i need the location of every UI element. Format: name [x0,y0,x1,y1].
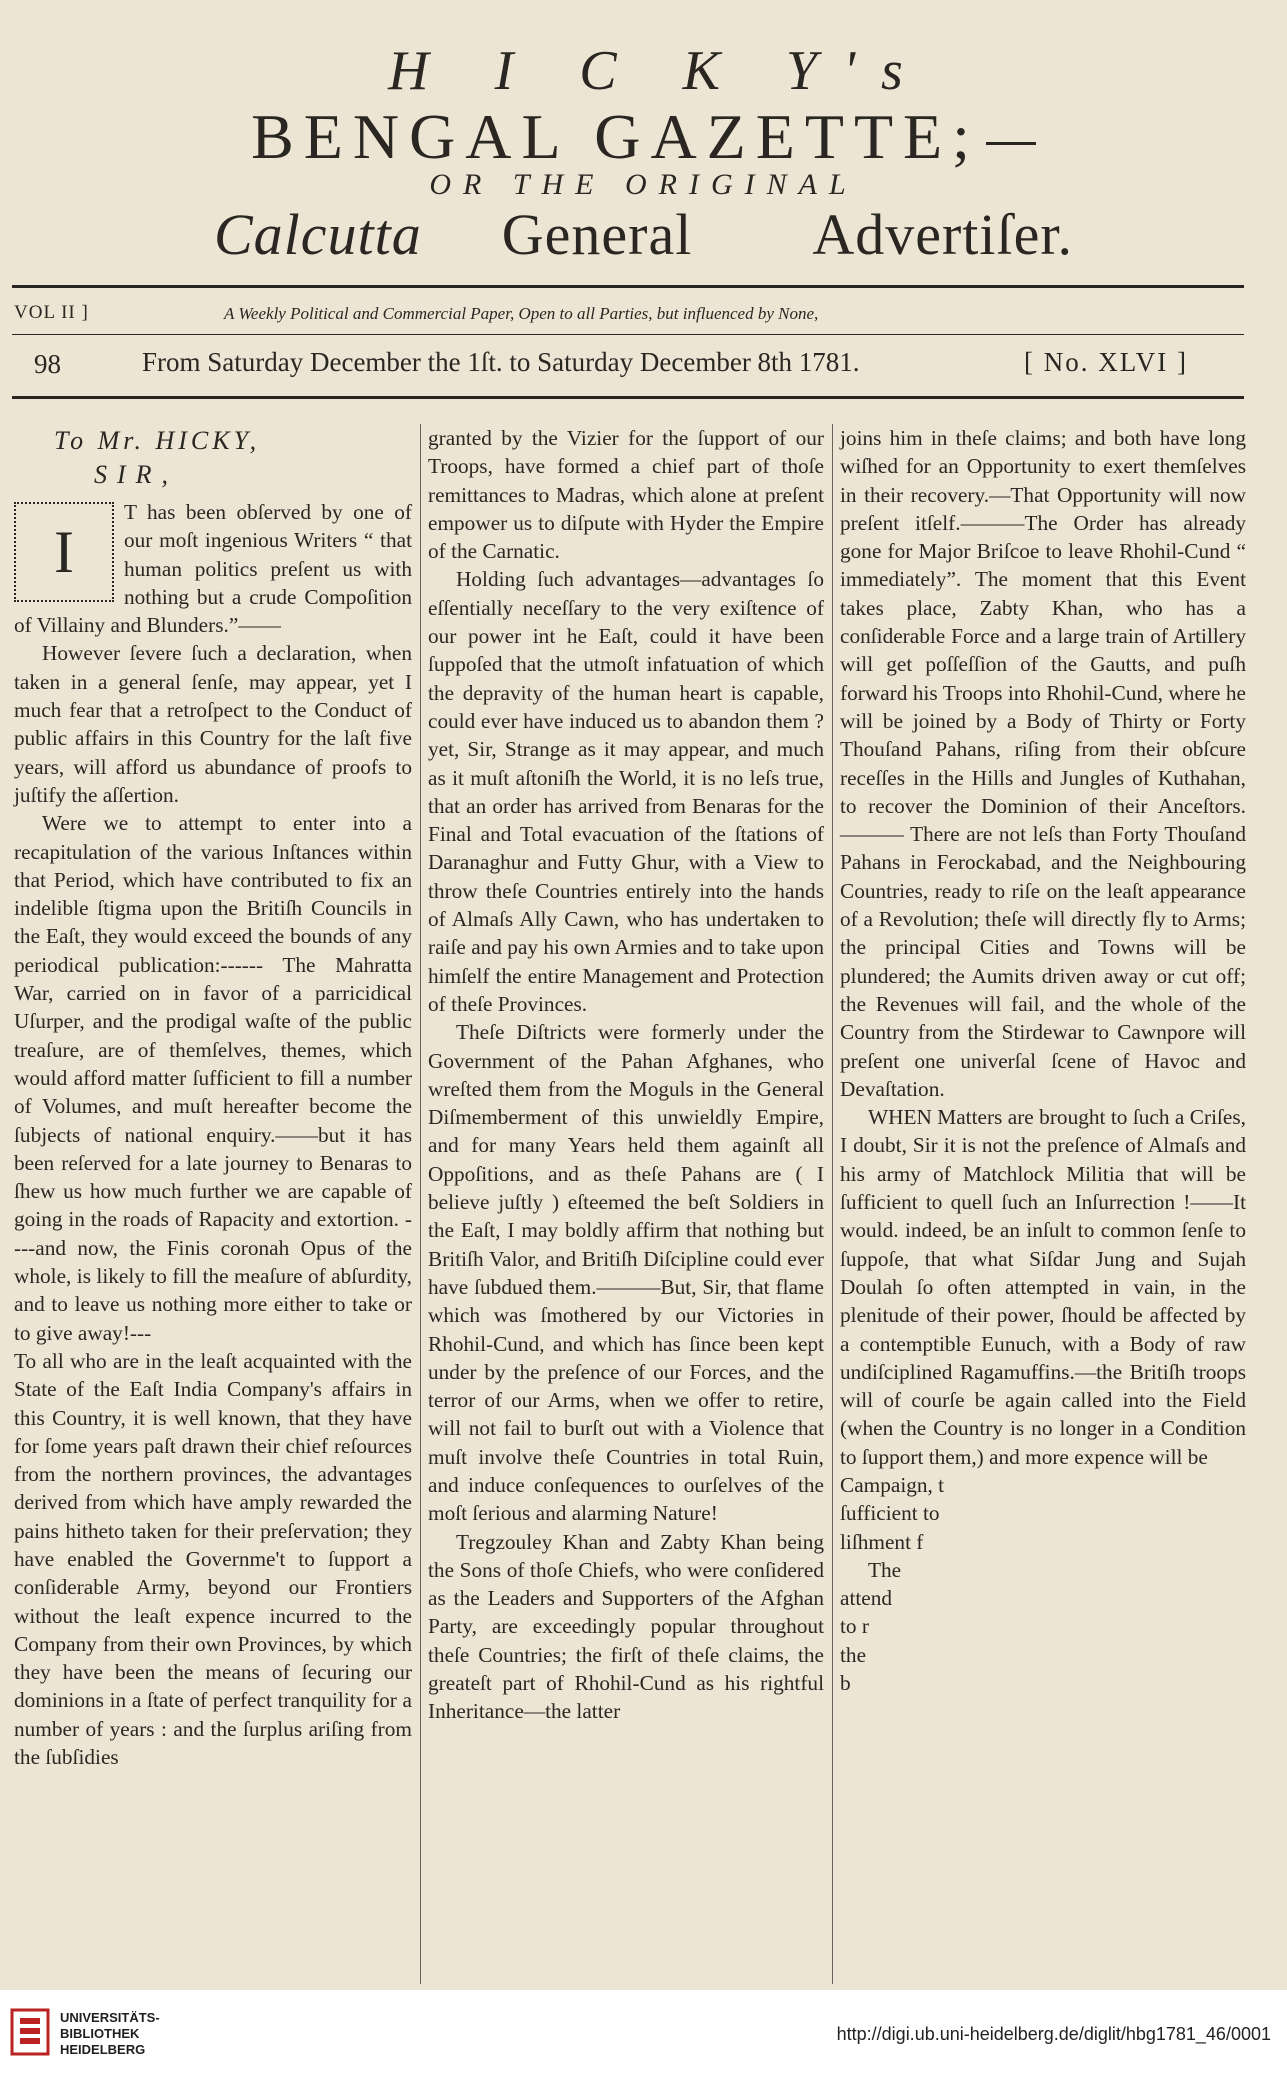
fragment-line: ſufficient to [840,1501,940,1526]
salutation-sir: SIR, [94,460,179,489]
rule-top [12,285,1244,288]
paragraph: Theſe Diſtricts were formerly under the Government of the Pahan Afghanes, who wreſted them from the Moguls in the General Diſmemberment of this unwieldly Empire, and for many Years held them againſt all Oppoſitions, and as theſe Pahans are ( I believe juſtly ) eſteemed the beſt Soldiers in the Eaſt, I may boldly affirm that nothing but Britiſh Valor, and Britiſh Diſcipline could ever have ſubdued them.———But, Sir, that flame which was ſmothered by our Victories in Rhohil-Cund, and which has ſince been kept under by the preſence of our Forces, and the terror of our Arms, when we offer to retire, will not fail to burſt out with a Violence that muſt involve theſe Countries in total Ruin, and induce conſequences to ourſelves of the moſt ſerious and alarming Nature! [428,1020,824,1526]
masthead-or-the-original: OR THE ORIGINAL [429,168,858,201]
paper-description: A Weekly Political and Commercial Paper, Open to all Parties, but influenced by None, [224,304,819,323]
masthead [0,40,1287,270]
paragraph: However ſevere ſuch a declaration, when taken in a general ſenſe, may appear, yet I much fear that a retroſpect to the Conduct of public affairs in this Country for the laſt five years, will afford us abundance of proofs to juſtify the aſſertion. [14,641,412,807]
info-line [14,300,1242,328]
masthead-title: BENGAL GAZETTE; [251,101,980,172]
salutation-to: To Mr. HICKY, [54,426,261,455]
fragment-line: liſhment f [840,1529,924,1554]
paragraph: Were we to attempt to enter into a recapitulation of the various Inſtances within that Period, which have contributed to fix an indelible ſtigma upon the Britiſh Councils in the Eaſt, they would exceed the bounds of any periodical publication:------ The Mahratta War, carried on in favor of a parricidical Uſurper, and the prodigal waſte of the public treaſure, are of themſelves, themes, which would afford matter ſufficient to fill a number of Volumes, and muſt hereafter become the ſubjects of national enquiry.——but it has been reſerved for a late journey to Benaras to ſhew us how much further we are capable of going in the roads of Rapacity and extortion. ----and now, the Finis coronah Opus of the whole, is likely to fill the meaſure of abſurdity, and to leave us nothing more either to take or to give away!--- [14,811,412,1345]
volume-label: VOL II ] [14,302,89,323]
masthead-calcutta: Calcutta [214,202,422,267]
paragraph: To all who are in the leaſt acquainted with the State of the Eaſt India Company's affairs in this Country, it is well known, that they have for ſome years paſt drawn their chief reſources from the northern provinces, the advantages derived from which have amply rewarded the pains hitheto taken for their preſervation; they have enabled the Governme't to ſupport a conſiderable Army, beyond our Frontiers without the leaſt expence incurred to the Company from their own Provinces, by which they have been the means of ſecuring our dominions in a ſtate of perfect tranquility for a number of years : and the ſurplus ariſing from the ſubſidies [14,1348,412,1770]
masthead-bengal-gazette [0,101,1287,172]
column-divider-2 [832,424,833,1984]
fragment-line: to r [840,1614,869,1639]
masthead-dash [986,142,1036,145]
fragment-line: Campaign, t [840,1472,945,1497]
fragment-line: the [840,1642,867,1667]
source-url-link[interactable]: http://digi.ub.uni-heidelberg.de/diglit/hbg1781_46/0001 [836,2024,1271,2044]
paragraph: Tregzouley Khan and Zabty Khan being the Sons of thoſe Chiefs, who were conſidered as the Leaders and Supporters of the Afghan Party, are exceedingly popular throughout theſe Countries; the firſt of theſe claims, the greateſt part of Rhohil-Cund as his rightful Inheritance—the latter [428,1529,824,1724]
fragment-line: The [868,1557,902,1582]
paragraph [14,498,412,639]
column-3 [840,424,1246,1697]
library-name-line: UNIVERSITÄTS- [60,2010,160,2025]
drop-cap: I [14,502,114,602]
issue-dates: From Saturday December the 1ſt. to Saturday December 8th 1781. [142,347,860,377]
rule-mid [12,334,1244,335]
library-name [60,2010,160,2058]
column-divider-1 [420,424,421,1984]
column-2 [428,424,824,1726]
library-footer [0,1990,1287,2094]
paragraph-text: T has been obſerved by one of our moſt ingenious Writers “ that human politics preſent us with nothing but a crude Compoſition of Villainy and Blunders.”—— [14,500,412,638]
masthead-advertiser: Advertiſer. [812,202,1073,267]
paragraph: Holding ſuch advantages—advantages ſo eſſentially neceſſary to the very exiſtence of our power int he Eaſt, could it have been ſuppoſed that the utmoſt infatuation of which the depravity of the human heart is capable, could ever have induced us to abandon them ? yet, Sir, Strange as it may appear, and much as it muſt aſtoniſh the World, it is no leſs true, that an order has arrived from Benaras for the Final and Total evacuation of the ſtations of Daranaghur and Futty Ghur, with a View to throw theſe Countries entirely into the hands of Almaſs Ally Cawn, who has undertaken to raiſe and pay his own Armies and to take upon himſelf the entire Management and Protection of theſe Provinces. [428,567,824,1016]
issue-number: [ No. XLVI ] [1024,347,1188,377]
date-line [14,345,1242,381]
masthead-general: General [501,202,693,267]
paragraph: joins him in theſe claims; and both have long wiſhed for an Opportunity to exert themſelves in their recovery.—That Opportunity will now preſent itſelf.———The Order has already gone for Major Briſcoe to leave Rhohil-Cund “ immediately”. The moment that this Event takes place, Zabty Khan, who has a conſiderable Force and a large train of Artillery will get poſſeſſion of the Gautts, and puſh forward his Troops into Rhohil-Cund, where he will be joined by a Body of Thirty or Forty Thouſand Pahans, riſing from their obſcure receſſes in the Hills and Jungles of Kuthahan, to recover the Dominion of their Anceſtors.——— There are not leſs than Forty Thouſand Pahans in Ferockabad, and the Neighbouring Countries, ready to riſe on the leaſt appearance of a Revolution; theſe will directly fly to Arms; the principal Cities and Towns will be plundered; the Aumits driven away or cut off; the Revenues will fail, and the whole of the Country from the Stirdewar to Cawnpore will preſent one univerſal ſcene of Havoc and Devaſtation. [840,426,1246,1101]
masthead-calcutta-line [0,200,1287,270]
library-logo-icon [10,2008,50,2056]
paragraph: WHEN Matters are brought to ſuch a Criſes, I doubt, Sir it is not the preſence of Almaſs and his army of Matchlock Militia that will be ſufficient to quell ſuch an Inſurrection !——It would. indeed, be an inſult to common ſenſe to ſuppoſe, that what Siſdar Jung and Sujah Doulah ſo often attempted in vain, in the plenitude of their power, ſhould be affected by a contemptible Eunuch, with a Body of raw undiſciplined Ragamuffins.—the Britiſh troops will of courſe be again called into the Field (when the Country is no longer in a Condition to ſupport them,) and more expence will be [840,1105,1246,1469]
library-name-line: HEIDELBERG [60,2042,146,2057]
library-name-line: BIBLIOTHEK [60,2026,140,2041]
fragment-line: attend [840,1586,893,1611]
page-number: 98 [34,349,61,379]
masthead-hickys: H I C K Y's [388,40,929,102]
column-1 [14,424,412,1771]
rule-bottom [12,396,1244,399]
paragraph: granted by the Vizier for the ſupport of our Troops, have formed a chief part of thoſe remittances to Madras, which alone at preſent empower us to diſpute with Hyder the Empire of the Carnatic. [428,426,824,564]
fragment-line: b [840,1671,851,1696]
